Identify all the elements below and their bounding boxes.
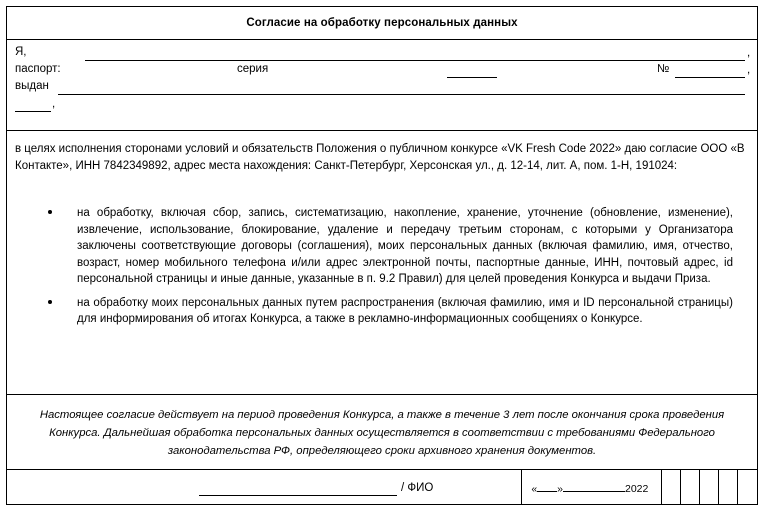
date-year-label: 2022 <box>625 483 649 495</box>
stamp-box <box>719 470 738 504</box>
stamp-box <box>700 470 719 504</box>
stamp-box <box>681 470 700 504</box>
page-title: Согласие на обработку персональных данных <box>246 17 518 29</box>
stamp-box <box>662 470 681 504</box>
date-day-input-line[interactable] <box>537 491 557 492</box>
identity-block <box>7 40 757 131</box>
stamp-box <box>738 470 757 504</box>
issued-by-input-line-continued[interactable] <box>15 111 51 112</box>
issued-by-input-line[interactable] <box>58 94 745 95</box>
comma-after-issued-by: , <box>52 98 56 110</box>
label-full-name: Я, <box>15 46 27 58</box>
passport-number-input-line[interactable] <box>675 77 745 78</box>
full-name-input-line[interactable] <box>85 60 745 61</box>
comma-after-passport-number: , <box>747 64 751 76</box>
purpose-paragraph: в целях исполнения сторонами условий и обязательств Положения о публичном конкурсе «VK Fresh Code 2022» даю согласие ООО «В Контакте», ИНН 7842349892, адрес места нахождения: Санкт-Петербург, Херсонская ул., д. 12-14, лит. А, пом. 1-Н, 191024: <box>15 143 745 172</box>
passport-series-input-line[interactable] <box>447 77 497 78</box>
validity-note-text: Настоящее согласие действует на период проведения Конкурса, а также в течение 3 лет после окончания срока проведения Конкурса. Дальнейшая обработка персональных данных осуществляется в соответствии с требованиями Федерального законодательства РФ, определяющего сроки архивного хранения документов. <box>39 409 725 457</box>
date-cell <box>522 470 662 504</box>
signature-caption: / ФИО <box>401 482 434 494</box>
list-item <box>7 295 757 328</box>
date-quote-open: « <box>531 483 538 495</box>
signature-cell <box>7 470 522 504</box>
bullet-icon <box>48 210 52 214</box>
label-passport-number: № <box>657 63 670 75</box>
list-item <box>7 205 757 288</box>
label-issued-by: выдан <box>15 80 49 92</box>
date-field-group[interactable] <box>531 483 648 495</box>
title-row <box>7 7 757 40</box>
signature-footer-row <box>7 470 757 504</box>
date-quote-close: » <box>557 483 563 495</box>
consent-clause-text: на обработку моих персональных данных путем распространения (включая фамилию, имя и ID персональной страницы) для информирования об итогах Конкурса, а также в рекламно-информационных сообщениях о Конкурсе. <box>77 296 733 325</box>
bullet-icon <box>48 300 52 304</box>
date-month-input-line[interactable] <box>563 491 625 492</box>
label-passport: паспорт: <box>15 63 61 75</box>
consent-clause-text: на обработку, включая сбор, запись, систематизацию, накопление, хранение, уточнение (обновление, изменение), извлечение, использование, блокирование, удаление и передачу третьим сторонам, с которыми у Организатора заключены соответствующие договоры (соглашения), моих персональных данных (включая фамилию, имя, отчество, возраст, номер мобильного телефона и/или адрес электронной почты, паспортные данные, ИНН, почтовый адрес, id персональной страницы и иные данные, указанные в п. 9.2 Правил) для целей проведения Конкурса и выдачи Приза. <box>77 207 733 285</box>
document-frame <box>6 6 758 505</box>
consent-list <box>7 205 757 393</box>
validity-note-block <box>7 394 757 470</box>
signature-input-line[interactable] <box>199 495 397 496</box>
comma-after-name: , <box>747 47 751 59</box>
label-passport-series: серия <box>237 63 269 75</box>
